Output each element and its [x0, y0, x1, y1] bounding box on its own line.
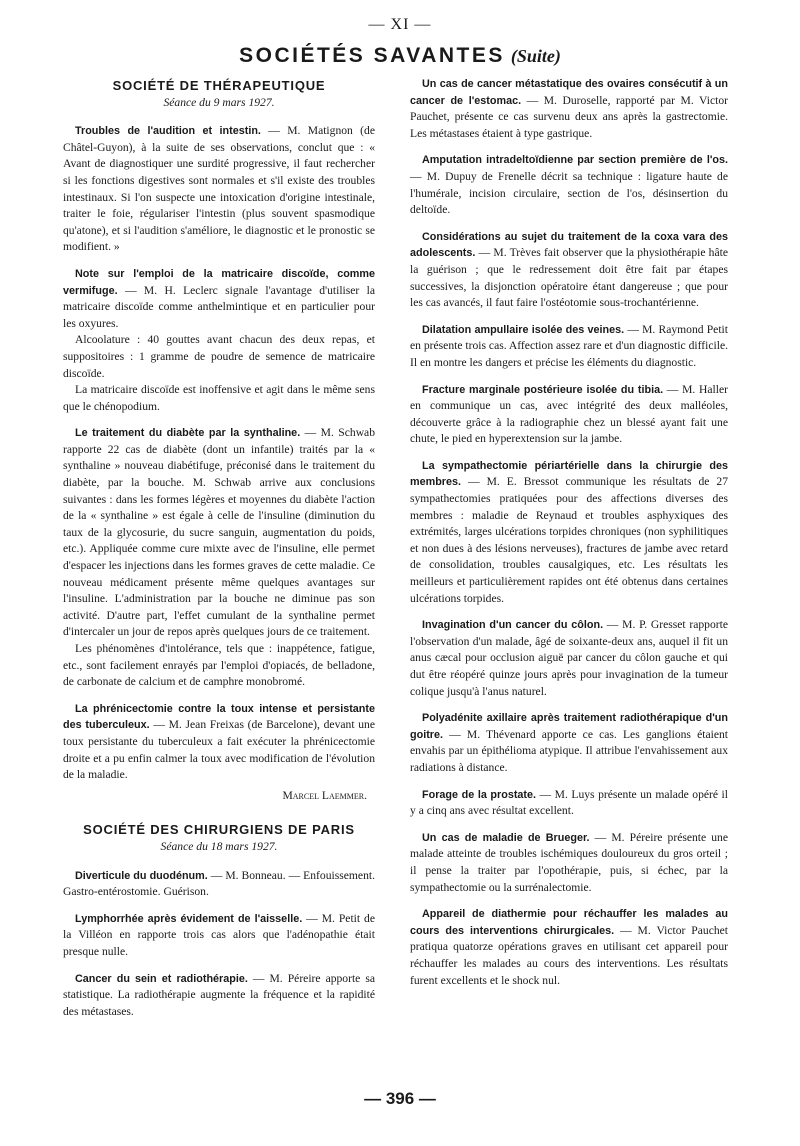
article-brueger — [410, 830, 728, 896]
article-title: Forage de la prostate. — [422, 788, 537, 801]
article-invagination — [410, 617, 728, 700]
article-sympathectomie — [410, 458, 728, 607]
left-column — [63, 78, 375, 1030]
article-body: — M. H. Leclerc signale l'avantage d'utiliser la matricaire discoïde comme anthelmintique et en particulier pour les oxyures. — [63, 283, 375, 330]
article-body: — M. Victor Pauchet pratiqua quatorze opérations graves en utilisant cet appareil pour réchauffer les malades au cours des interventions. Les résultats furent excellents et le shock nul. — [410, 923, 728, 987]
article-lymphorrhee — [63, 911, 375, 961]
article-title: Un cas de cancer métastatique des ovaires consécutif à un cancer de l'estomac. — [410, 78, 728, 107]
page-folio-roman: — XI — — [368, 16, 432, 33]
article-title: Note sur l'emploi de la matricaire discoïde, comme vermifuge. — [63, 267, 375, 297]
article-title: Cancer du sein et radiothérapie. — [75, 972, 248, 985]
article-body: — M. Péreire apporte sa statistique. La radiothérapie augmente la fréquence et la rapidité des métastases. — [63, 971, 375, 1018]
article-title: Troubles de l'audition et intestin. — [75, 125, 261, 138]
page-title — [0, 44, 800, 68]
article-paragraph: La matricaire discoïde est inoffensive et agit dans le même sens que le chénopodium. — [63, 383, 375, 413]
article-synthaline — [63, 425, 375, 691]
article-matricaire — [63, 266, 375, 415]
article-title: Considérations au sujet du traitement de la coxa vara des adolescents. — [410, 230, 728, 260]
article-body: — M. Bonneau. — Enfouissement. Gastro-entérostomie. Guérison. — [63, 868, 375, 899]
article-polyadenite — [410, 710, 728, 776]
article-title: Lymphorrhée après évidement de l'aisselle. — [75, 912, 303, 925]
article-title: Dilatation ampullaire isolée des veines. — [422, 323, 625, 336]
article-title: Le traitement du diabète par la synthaline. — [75, 427, 301, 440]
article-body: — M. E. Bressot communique les résultats de 27 sympathectomies pratiquées pour des affections diverses des membres : maladie de Reynaud et troubles asphyxiques des extrémités, larges ulcérations torpides chroniques (non syphilitiques et non dues à des lésions nerveuses), fractures de jambe avec retard de consolidation, troubles causalgiques, etc. Les résultats les meilleurs et particulièrement rapides ont été obtenus dans certaines ulcérations torpides. — [410, 475, 728, 605]
article-title: Un cas de maladie de Brueger. — [422, 831, 590, 844]
article-cancer-sein — [63, 971, 375, 1021]
society-heading-chirurgiens: SOCIÉTÉ DES CHIRURGIENS DE PARIS — [83, 822, 355, 838]
article-amputation — [410, 152, 728, 218]
session-date: Séance du 9 mars 1927. — [163, 95, 275, 109]
article-title: Invagination d'un cancer du côlon. — [422, 619, 604, 632]
article-coxa-vara — [410, 229, 728, 312]
article-body: — M. Schwab rapporte 22 cas de diabète (dont un infantile) traités par la « synthaline » nouveau diabétifuge, préconisé dans le traitement du diabète, par la bouche. M. Schwab arrive aux conclusions suivantes : dans les formes légères et moyennes du diabète l'action de la « synthaline » est égale à celle de l'insuline (diminution du taux de la glycosurie, du sucre sanguin, augmentation du poids, etc.). Appliquée comme cure mixte avec de l'insuline, elle permet d'espacer les injections dans les formes graves de cette maladie. Ce nouveau médicament présente même quelques avantages sur l'insuline. L'administration par la bouche ne diminue pas son activité. D'autre part, l'effet cumulant de la synthaline permet d'intercaler un jour de repos après quelques jours de ce traitement. — [63, 426, 376, 639]
society-heading-therapeutique: SOCIÉTÉ DE THÉRAPEUTIQUE — [112, 78, 326, 93]
article-body: — M. Luys présente un malade opéré il y a cinq ans avec résultat excellent. — [410, 787, 729, 818]
article-title: Amputation intradeltoïdienne par section première de l'os. — [422, 154, 728, 167]
article-title: Fracture marginale postérieure isolée du tibia. — [422, 383, 664, 396]
article-body: — M. Haller en communique un cas, avec intégrité des deux malléoles, découverte grâce à la radiographie chez un blessé ayant fait une chute, le pied en hyperextension sur la jambe. — [410, 382, 728, 446]
article-body: — M. Trèves fait observer que la physiothérapie hâte la guérison ; que le redressement doit être fait par étapes successives, la disjonction opératoire étant dangereuse ; que pour les cas avancés, il faut faire l'ostéotomie sous-trochantérienne. — [410, 246, 728, 310]
article-body: — M. P. Gresset rapporte l'observation d'un malade, âgé de soixante-deux ans, auquel il fit un anus cæcal pour occlusion aiguë par cancer du côlon gauche et qui dut être réopéré quinze jours après pour invagination de la tumeur colique jusqu'à l'anus naturel. — [410, 618, 729, 698]
article-paragraph: Alcoolature : 40 gouttes avant chacun des deux repas, et suppositoires : 1 gramme de poudre de semence de matricaire discoïde. — [63, 333, 375, 380]
article-title: La sympathectomie périartérielle dans la chirurgie des membres. — [410, 459, 728, 489]
author-signature: Marcel Laemmer. — [282, 788, 367, 802]
session-date: Séance du 18 mars 1927. — [160, 839, 278, 853]
page-number: — 396 — — [364, 1089, 436, 1108]
article-title: Appareil de diathermie pour réchauffer les malades au cours des interventions chirurgicales. — [410, 908, 728, 937]
article-title: Diverticule du duodénum. — [75, 869, 208, 882]
right-column — [410, 76, 728, 999]
article-dilatation — [410, 322, 728, 372]
title-text: SOCIÉTÉS SAVANTES — [239, 44, 505, 67]
article-body: — M. Thévenard apporte ce cas. Les ganglions étaient envahis par un épithélioma atypique. Il attribue l'envahissement aux radiations à distance. — [410, 727, 728, 774]
article-title: La phrénicectomie contre la toux intense et persistante des tuberculeux. — [63, 702, 375, 732]
article-fracture-tibia — [410, 382, 728, 448]
article-body: — M. Péreire présente une malade atteinte de troubles ischémiques douloureux du gros orteil ; il pense la traiter par l'opothérapie, puis, si échec, par la sympathectomie ou la surrénalectomie. — [410, 830, 728, 894]
article-body: — M. Dupuy de Frenelle décrit sa technique : ligature haute de l'humérale, incision circulaire, section de l'os, désinsertion du deltoïde. — [410, 169, 728, 217]
article-diverticule — [63, 868, 375, 901]
article-prostate — [410, 787, 728, 820]
article-body: — M. Raymond Petit en présente trois cas. Affection assez rare et d'un diagnostic difficile. Il en montre les dangers et précise les éléments du diagnostic. — [410, 322, 728, 369]
article-cancer-ovaires — [410, 76, 728, 142]
title-suffix: (Suite) — [510, 46, 561, 66]
article-diathermie — [410, 906, 728, 989]
article-body: — M. Petit de la Villéon en rapporte trois cas alors que l'adénopathie était presque nulle. — [63, 911, 375, 958]
article-body: — M. Matignon (de Châtel-Guyon), à la suite de ses observations, conclut que : « Avant de diagnostiquer une surdité progressive, il faut rechercher si les fonctions digestives sont normales et s'il existe des troubles intestinaux. Si l'on suspecte une intoxication d'origine intestinale, traiter le foie, régulariser l'intestin (plus souvent spasmodique qu'atone), et si l'audition s'améliore, le diagnostic et le pronostic se modifient. » — [63, 124, 375, 254]
article-phrenicectomie — [63, 701, 375, 784]
article-body: — M. Jean Freixas (de Barcelone), devant une toux persistante du tuberculeux a fait exécuter la phrénicectomie droite et a pu enfin calmer la toux avec modification de l'évolution de la maladie. — [63, 718, 375, 782]
article-paragraph: Les phénomènes d'intolérance, tels que : inappétence, fatigue, etc., sont facilement enrayés par l'emploi d'opiacés, de belladone, de carbonate de calcium et de camphre monobromé. — [63, 642, 375, 689]
article-audition — [63, 123, 375, 256]
article-body: — M. Duroselle, rapporté par M. Victor Pauchet, présente ce cas survenu deux ans après la gastrectomie. Les métastases étaient à type gastrique. — [410, 93, 728, 140]
article-title: Polyadénite axillaire après traitement radiothérapique d'un goitre. — [410, 712, 728, 741]
